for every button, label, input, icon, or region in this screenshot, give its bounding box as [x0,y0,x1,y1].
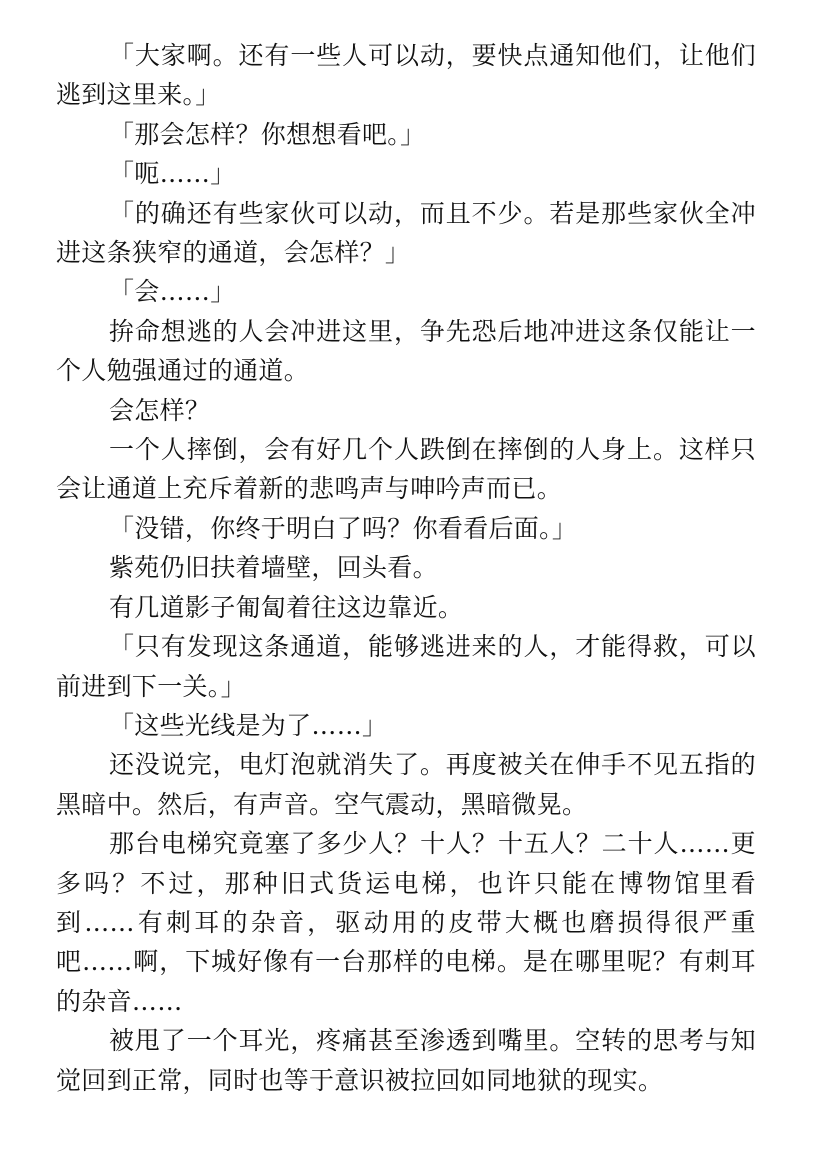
paragraph: 那台电梯究竟塞了多少人？十人？十五人？二十人……更多吗？不过，那种旧式货运电梯，也许只能在博物馆里看到……有刺耳的杂音，驱动用的皮带大概也磨损得很严重吧……啊，下城好像有一台那样的电梯。是在哪里呢？有刺耳的杂音…… [56,829,756,1016]
paragraph: 一个人摔倒，会有好几个人跌倒在摔倒的人身上。这样只会让通道上充斥着新的悲鸣声与呻吟声而已。 [56,435,756,504]
paragraph: 「那会怎样？你想想看吧。」 [109,119,426,149]
paragraph: 拚命想逃的人会冲进这里，争先恐后地冲进这条仅能让一个人勉强通过的通道。 [56,316,756,386]
paragraph: 「呃……」 [109,159,236,189]
paragraph: 被甩了一个耳光，疼痛甚至渗透到嘴里。空转的思考与知觉回到正常，同时也等于意识被拉回如同地狱的现实。 [56,1026,756,1095]
paragraph: 「会……」 [109,277,236,307]
paragraph: 会怎样？ [109,395,211,425]
paragraph: 「只有发现这条通道，能够逃进来的人，才能得救，可以前进到下一关。」 [56,632,756,701]
paragraph: 「大家啊。还有一些人可以动，要快点通知他们，让他们逃到这里来。」 [56,41,756,110]
paragraph: 有几道影子匍匐着往这边靠近。 [109,592,464,622]
paragraph: 「这些光线是为了……」 [109,710,388,740]
document-page [56,36,756,1100]
paragraph: 紫苑仍旧扶着墙壁，回头看。 [109,553,438,583]
paragraph: 「没错，你终于明白了吗？你看看后面。」 [109,513,578,543]
paragraph: 还没说完，电灯泡就消失了。再度被关在伸手不见五指的黑暗中。然后，有声音。空气震动，黑暗微晃。 [56,750,756,819]
paragraph: 「的确还有些家伙可以动，而且不少。若是那些家伙全冲进这条狭窄的通道，会怎样？」 [56,198,756,268]
